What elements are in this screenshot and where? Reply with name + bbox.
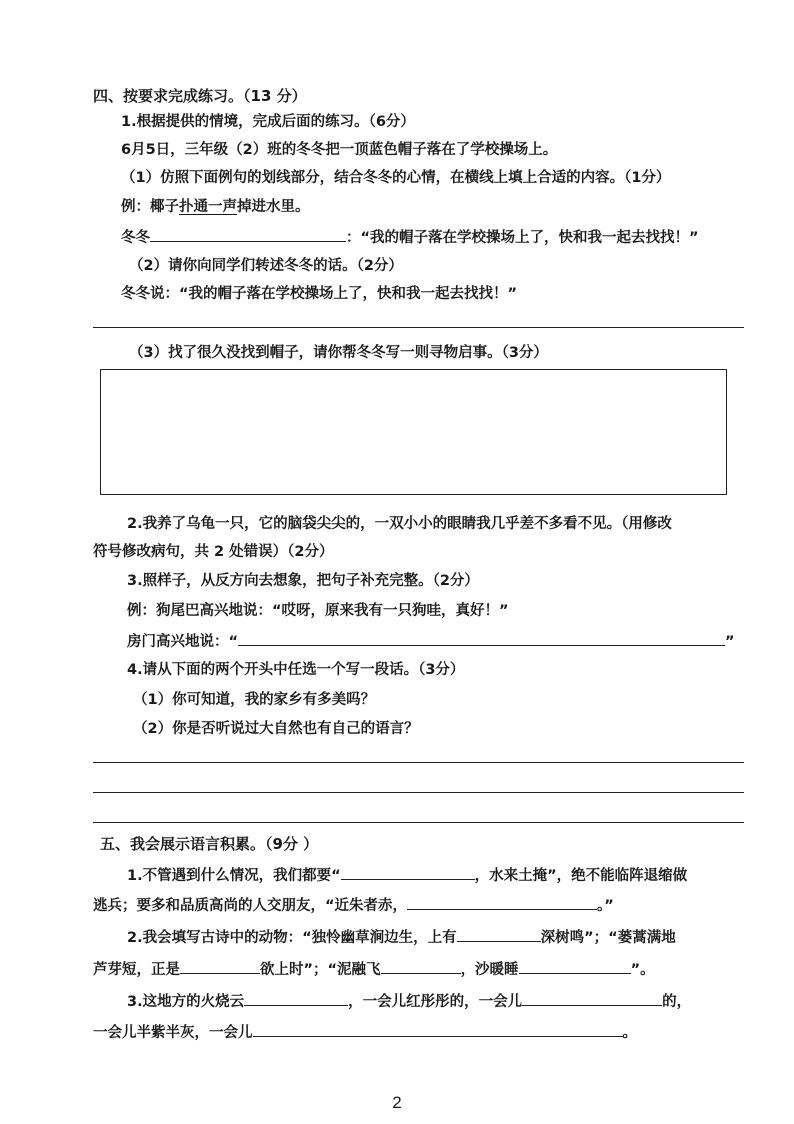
- q1-quote: 冬冬说：“我的帽子落在学校操场上了，快和我一起去找找！”: [121, 286, 518, 302]
- s5-q3-text-3: 的，: [662, 994, 692, 1010]
- writing-line-1[interactable]: [93, 762, 744, 763]
- example-suffix: 掉进水里。: [237, 199, 310, 215]
- q2-line1: 2.我养了乌龟一只，它的脑袋尖尖的，一双小小的眼睛我几乎差不多看不见。（用修改: [127, 516, 672, 532]
- q1-title: 1.根据提供的情境，完成后面的练习。（6分）: [121, 114, 415, 130]
- q4-title: 4.请从下面的两个开头中任选一个写一段话。（3分）: [127, 662, 465, 678]
- speaker-prefix: 冬冬: [121, 230, 150, 246]
- s5-q2-text-1: 2.我会填写古诗中的动物：“独怜幽草涧边生，上有: [127, 930, 457, 946]
- s5-q1-text-3: 逃兵；要多和品质高尚的人交朋友，“近朱者赤，: [93, 898, 408, 914]
- s5-q3-blank-2[interactable]: [522, 990, 662, 1006]
- s5-q3-blank-3[interactable]: [253, 1021, 623, 1037]
- s5-q2-blank-1[interactable]: [457, 926, 541, 942]
- s5-q2-blank-3[interactable]: [381, 958, 461, 974]
- speaker-suffix: ：“我的帽子落在学校操场上了，快和我一起去找找！”: [346, 230, 699, 246]
- speaker-blank[interactable]: [150, 226, 346, 242]
- s5-q1-blank-1[interactable]: [341, 864, 475, 880]
- q3-title: 3.照样子，从反方向去想象，把句子补充完整。（2分）: [127, 573, 479, 589]
- s5-q1-blank-2[interactable]: [407, 894, 597, 910]
- q4-option-2: （2）你是否听说过大自然也有自己的语言？: [133, 721, 419, 737]
- q1-sub3: （3）找了很久没找到帽子，请你帮冬冬写一则寻物启事。（3分）: [129, 345, 548, 361]
- q1-example: [121, 196, 310, 218]
- q3-prompt-line: [127, 630, 735, 653]
- s5-q2-text-4: 欲上时”；“泥融飞: [260, 962, 381, 978]
- page-number: 2: [392, 1093, 402, 1112]
- s5-q2-line1: [127, 926, 676, 949]
- s5-q1-text-4: 。”: [597, 898, 614, 914]
- s5-q3-text-4: 一会儿半紫半灰，一会儿: [93, 1025, 253, 1041]
- writing-line-2[interactable]: [93, 792, 744, 793]
- s5-q1-line1: [127, 864, 687, 887]
- example-underlined: 扑通一声: [179, 199, 237, 215]
- writing-line-3[interactable]: [93, 822, 744, 823]
- section-4-title: 四、按要求完成练习。（13 分）: [93, 87, 307, 105]
- s5-q3-line2: [93, 1021, 637, 1044]
- s5-q3-text-2: ，一会儿红彤彤的，一会儿: [348, 994, 523, 1010]
- q3-prompt: 房门高兴地说：“: [127, 634, 239, 650]
- s5-q1-line2: [93, 894, 614, 917]
- s5-q2-text-3: 芦芽短，正是: [93, 962, 180, 978]
- q1-context: 6月5日，三年级（2）班的冬冬把一顶蓝色帽子落在了学校操场上。: [121, 142, 558, 158]
- answer-line[interactable]: [93, 327, 744, 328]
- s5-q3-text-5: 。: [622, 1025, 637, 1041]
- s5-q2-blank-4[interactable]: [519, 958, 631, 974]
- q1-sub2: （2）请你向同学们转述冬冬的话。（2分）: [129, 258, 403, 274]
- s5-q1-text-2: ，水来土掩”，绝不能临阵退缩做: [474, 868, 688, 884]
- q3-example: 例：狗尾巴高兴地说：“哎呀，原来我有一只狗哇，真好！”: [127, 603, 509, 619]
- s5-q2-text-5: ，沙暖睡: [460, 962, 519, 978]
- q3-blank[interactable]: [238, 630, 725, 646]
- s5-q3-line1: [127, 990, 691, 1013]
- s5-q2-text-2: 深树鸣”；“蒌蒿满地: [540, 930, 676, 946]
- s5-q1-text-1: 1.不管遇到什么情况，我们都要“: [127, 868, 341, 884]
- s5-q3-blank-1[interactable]: [244, 990, 348, 1006]
- s5-q2-text-6: ”。: [630, 962, 655, 978]
- s5-q2-line2: [93, 958, 655, 981]
- q2-line2: 符号修改病句，共 2 处错误）（2分）: [93, 544, 334, 560]
- q3-closing-quote: ”: [725, 634, 735, 650]
- section-5-title: 五、我会展示语言积累。（9分 ）: [100, 835, 319, 853]
- example-prefix: 例：椰子: [121, 199, 179, 215]
- q1-speaker-line: [121, 226, 699, 249]
- lost-notice-answer-box[interactable]: [100, 369, 727, 495]
- q1-sub1: （1）仿照下面例句的划线部分，结合冬冬的心情，在横线上填上合适的内容。（1分）: [121, 170, 671, 186]
- s5-q2-blank-2[interactable]: [180, 958, 260, 974]
- q4-option-1: （1）你可知道，我的家乡有多美吗？: [133, 692, 376, 708]
- s5-q3-text-1: 3.这地方的火烧云: [127, 994, 245, 1010]
